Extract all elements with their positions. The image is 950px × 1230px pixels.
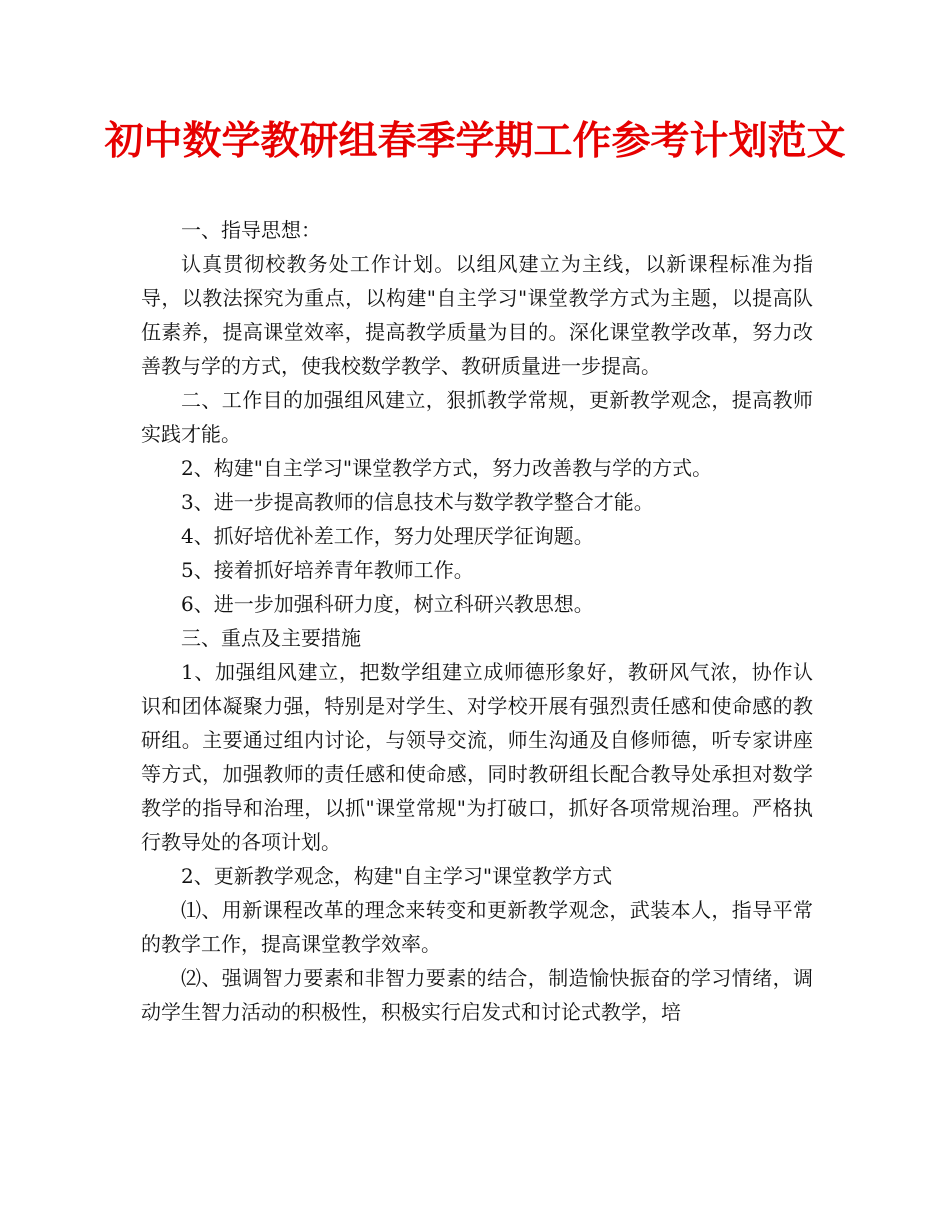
paragraph-measure-1: 1、加强组风建立，把数学组建立成师德形象好，教研风气浓，协作认识和团体凝聚力强，特别是对学生、对学校开展有强烈责任感和使命感的教研组。主要通过组内讨论，与领导交流，师生沟通及自修师德，听专家讲座等方式，加强教师的责任感和使命感，同时教研组长配合教导处承担对数学教学的指导和治理，以抓"课堂常规"为打破口，抓好各项常规治理。严格执行教导处的各项计划。 (141, 660, 813, 854)
list-item-goal-3: 3、进一步提高教师的信息技术与数学教学整合才能。 (181, 490, 654, 514)
list-item-goal-4: 4、抓好培优补差工作，努力处理厌学征询题。 (181, 524, 594, 548)
document-body (141, 213, 813, 1029)
paragraph-work-goals: 二、工作目的加强组风建立，狠抓教学常规，更新教学观念，提高教师实践才能。 (141, 388, 813, 446)
section-heading-guiding-thought: 一、指导思想： (181, 218, 321, 242)
list-item-goal-6: 6、进一步加强科研力度，树立科研兴教思想。 (181, 592, 594, 616)
paragraph-measure-2-1: ⑴、用新课程改革的理念来转变和更新教学观念，武装本人，指导平常的教学工作，提高课堂教学效率。 (141, 898, 813, 956)
section-heading-measures: 三、重点及主要措施 (181, 626, 361, 650)
paragraph-measure-2-2: ⑵、强调智力要素和非智力要素的结合，制造愉快振奋的学习情绪，调动学生智力活动的积极性，积极实行启发式和讨论式教学，培 (141, 966, 813, 1024)
paragraph-guiding-thought: 认真贯彻校教务处工作计划。以组风建立为主线，以新课程标准为指导，以教法探究为重点，以构建"自主学习"课堂教学方式为主题，以提高队伍素养，提高课堂效率，提高教学质量为目的。深化课堂教学改革，努力改善教与学的方式，使我校数学教学、教研质量进一步提高。 (141, 252, 813, 378)
document-title: 初中数学教研组春季学期工作参考计划范文 (104, 119, 846, 164)
paragraph-measure-2: 2、更新教学观念，构建"自主学习"课堂教学方式 (181, 864, 613, 888)
list-item-goal-2: 2、构建"自主学习"课堂教学方式，努力改善教与学的方式。 (181, 456, 713, 480)
list-item-goal-5: 5、接着抓好培养青年教师工作。 (181, 558, 474, 582)
